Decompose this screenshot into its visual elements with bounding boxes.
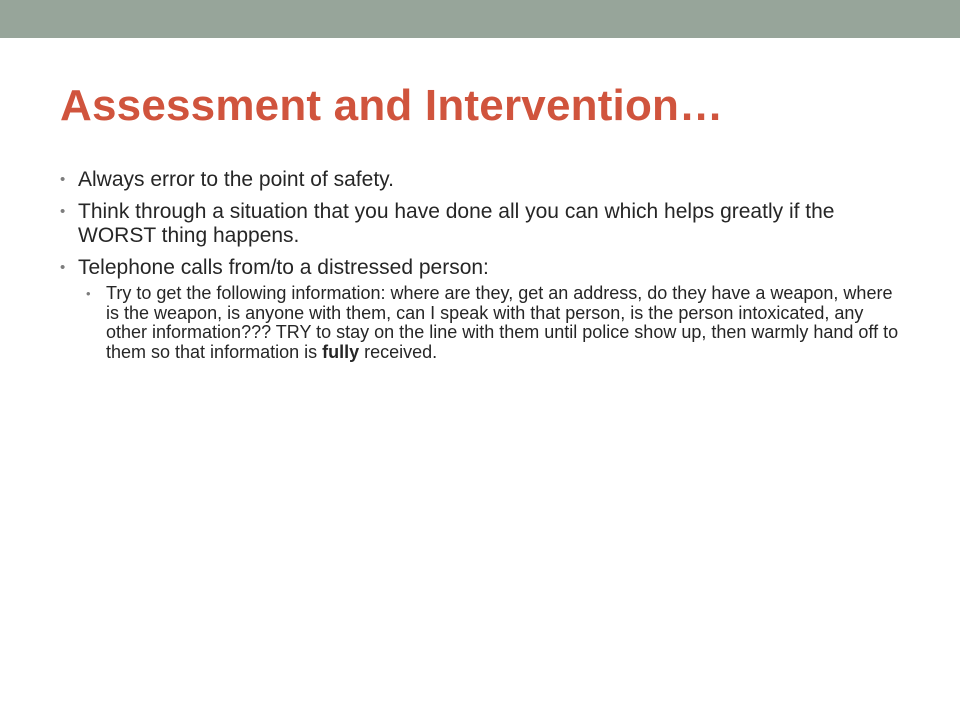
bullet-item xyxy=(58,168,908,192)
bullet-item xyxy=(58,256,908,362)
bullet-list xyxy=(58,168,908,370)
sub-bullet-text: Try to get the following information: where are they, get an address, do they have a weapon, where is the weapon, is anyone with them, can I speak with that person, is the person intoxicated, any other information??? TRY to stay on the line with them until police show up, then warmly hand off to them so that information is xyxy=(106,283,899,362)
header-bar xyxy=(0,0,960,38)
sub-bullet-text-end: received. xyxy=(359,341,438,362)
slide-title: Assessment and Intervention… xyxy=(60,81,724,130)
sub-bullet-item xyxy=(78,284,908,362)
emphasis-text: fully xyxy=(322,341,360,362)
bullet-text: Think through a situation that you have done all you can which helps greatly if the WORST thing happens. xyxy=(78,200,835,247)
sub-bullet-list xyxy=(78,284,908,362)
bullet-item xyxy=(58,200,908,248)
bullet-text: Always error to the point of safety. xyxy=(78,168,394,191)
bullet-text: Telephone calls from/to a distressed person: xyxy=(78,256,489,279)
